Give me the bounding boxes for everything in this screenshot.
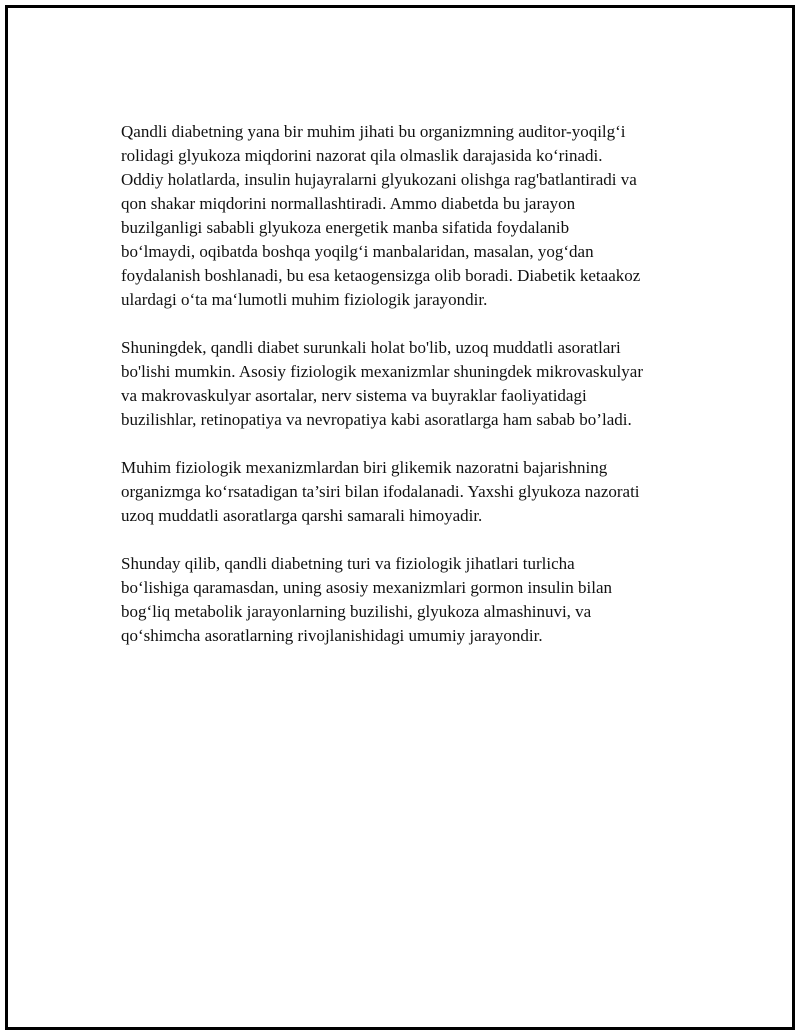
text-line: uzoq muddatli asoratlarga qarshi samarali himoyadir. xyxy=(121,506,483,525)
paragraph-1 xyxy=(121,120,701,312)
text-line: buzilganligi sababli glyukoza energetik manba sifatida foydalanib xyxy=(121,218,570,237)
text-line: buzilishlar, retinopatiya va nevropatiya kabi asoratlarga ham sabab bo’ladi. xyxy=(121,410,632,429)
text-line: bo'lishi mumkin. Asosiy fiziologik mexanizmlar shuningdek mikrovaskulyar xyxy=(121,362,643,381)
text-line: Muhim fiziologik mexanizmlardan biri glikemik nazoratni bajarishning xyxy=(121,458,608,477)
text-line: Shuningdek, qandli diabet surunkali holat bo'lib, uzoq muddatli asoratlari xyxy=(121,338,621,357)
paragraph-3 xyxy=(121,456,701,528)
text-line: bog‘liq metabolik jarayonlarning buzilishi, glyukoza almashinuvi, va xyxy=(121,602,592,621)
text-line: va makrovaskulyar asortalar, nerv sistema va buyraklar faoliyatidagi xyxy=(121,386,587,405)
text-line: qo‘shimcha asoratlarning rivojlanishidagi umumiy jarayondir. xyxy=(121,626,543,645)
document-body xyxy=(121,120,701,672)
text-line: Qandli diabetning yana bir muhim jihati bu organizmning auditor-yoqilg‘i xyxy=(121,122,626,141)
text-line: ulardagi o‘ta ma‘lumotli muhim fiziologik jarayondir. xyxy=(121,290,488,309)
text-line: organizmga ko‘rsatadigan ta’siri bilan ifodalanadi. Yaxshi glyukoza nazorati xyxy=(121,482,640,501)
page-frame xyxy=(5,5,795,1030)
paragraph-2 xyxy=(121,336,701,432)
text-line: bo‘lishiga qaramasdan, uning asosiy mexanizmlari gormon insulin bilan xyxy=(121,578,613,597)
text-line: Oddiy holatlarda, insulin hujayralarni glyukozani olishga rag'batlantiradi va xyxy=(121,170,637,189)
text-line: bo‘lmaydi, oqibatda boshqa yoqilg‘i manbalaridan, masalan, yog‘dan xyxy=(121,242,594,261)
text-line: foydalanish boshlanadi, bu esa ketaogensizga olib boradi. Diabetik ketaakoz xyxy=(121,266,641,285)
text-line: rolidagi glyukoza miqdorini nazorat qila olmaslik darajasida ko‘rinadi. xyxy=(121,146,603,165)
text-line: qon shakar miqdorini normallashtiradi. Ammo diabetda bu jarayon xyxy=(121,194,576,213)
paragraph-4 xyxy=(121,552,701,648)
text-line: Shunday qilib, qandli diabetning turi va fiziologik jihatlari turlicha xyxy=(121,554,575,573)
